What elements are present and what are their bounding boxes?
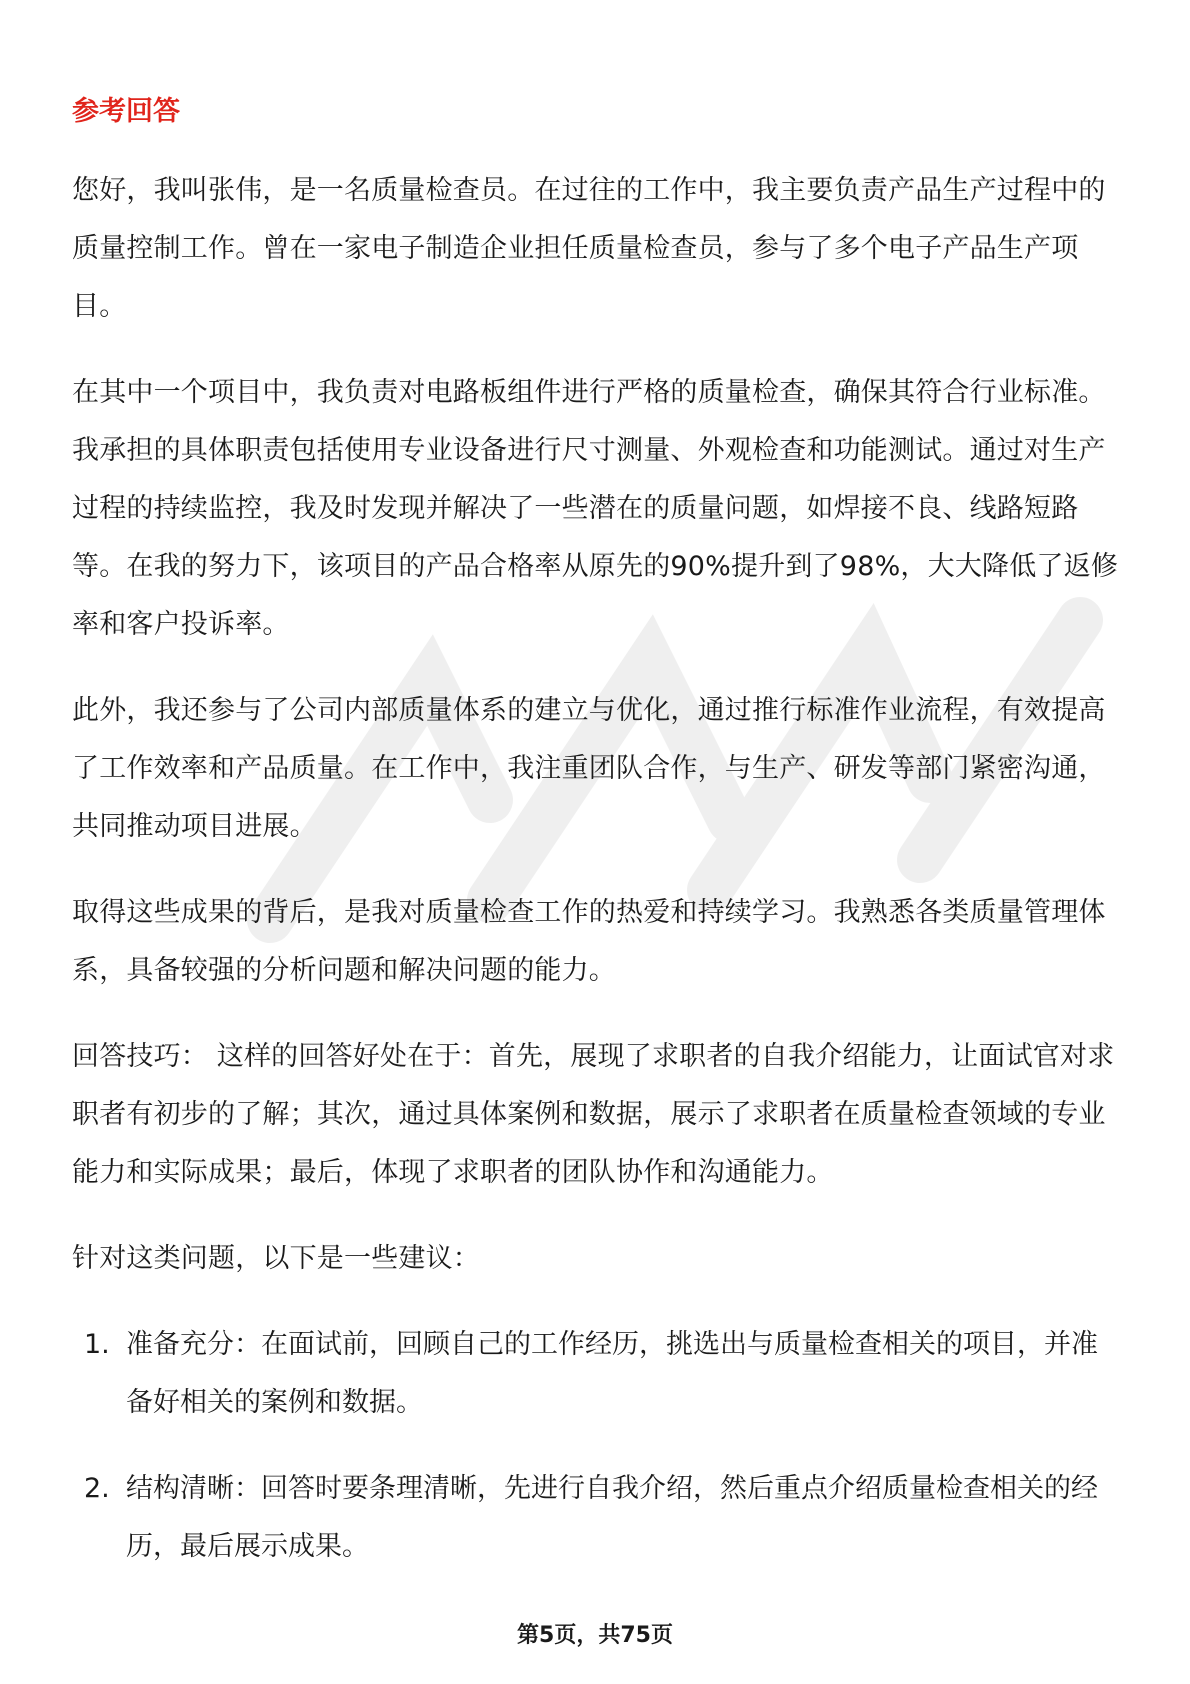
list-item xyxy=(72,1460,1122,1576)
answer-tip: 回答技巧： 这样的回答好处在于：首先，展现了求职者的自我介绍能力，让面试官对求职者有初步的了解；其次，通过具体案例和数据，展示了求职者在质量检查领域的专业能力和实际成果；最后，体现了求职者的团队协作和沟通能力。 xyxy=(72,1041,1115,1188)
section-title: 参考回答 xyxy=(72,96,180,127)
page-number-footer: 第5页，共75页 xyxy=(517,1623,673,1648)
document-content xyxy=(72,92,1122,1604)
list-item-number: 2. xyxy=(84,1473,110,1504)
list-item-text: 结构清晰：回答时要条理清晰，先进行自我介绍，然后重点介绍质量检查相关的经历，最后展示成果。 xyxy=(126,1473,1098,1562)
list-item-number: 1. xyxy=(84,1329,110,1360)
advice-intro: 针对这类问题，以下是一些建议： xyxy=(72,1243,480,1274)
answer-paragraph-1: 您好，我叫张伟，是一名质量检查员。在过往的工作中，我主要负责产品生产过程中的质量控制工作。曾在一家电子制造企业担任质量检查员，参与了多个电子产品生产项目。 xyxy=(72,175,1106,322)
list-item xyxy=(72,1316,1122,1432)
list-item-text: 准备充分：在面试前，回顾自己的工作经历，挑选出与质量检查相关的项目，并准备好相关的案例和数据。 xyxy=(126,1329,1098,1418)
answer-paragraph-3: 此外，我还参与了公司内部质量体系的建立与优化，通过推行标准作业流程，有效提高了工作效率和产品质量。在工作中，我注重团队合作，与生产、研发等部门紧密沟通，共同推动项目进展。 xyxy=(72,695,1106,842)
answer-paragraph-2: 在其中一个项目中，我负责对电路板组件进行严格的质量检查，确保其符合行业标准。我承担的具体职责包括使用专业设备进行尺寸测量、外观检查和功能测试。通过对生产过程的持续监控，我及时发现并解决了一些潜在的质量问题，如焊接不良、线路短路等。在我的努力下，该项目的产品合格率从原先的90%提升到了98%，大大降低了返修率和客户投诉率。 xyxy=(72,377,1119,640)
answer-paragraph-4: 取得这些成果的背后，是我对质量检查工作的热爱和持续学习。我熟悉各类质量管理体系，具备较强的分析问题和解决问题的能力。 xyxy=(72,897,1106,986)
advice-list xyxy=(72,1316,1122,1576)
